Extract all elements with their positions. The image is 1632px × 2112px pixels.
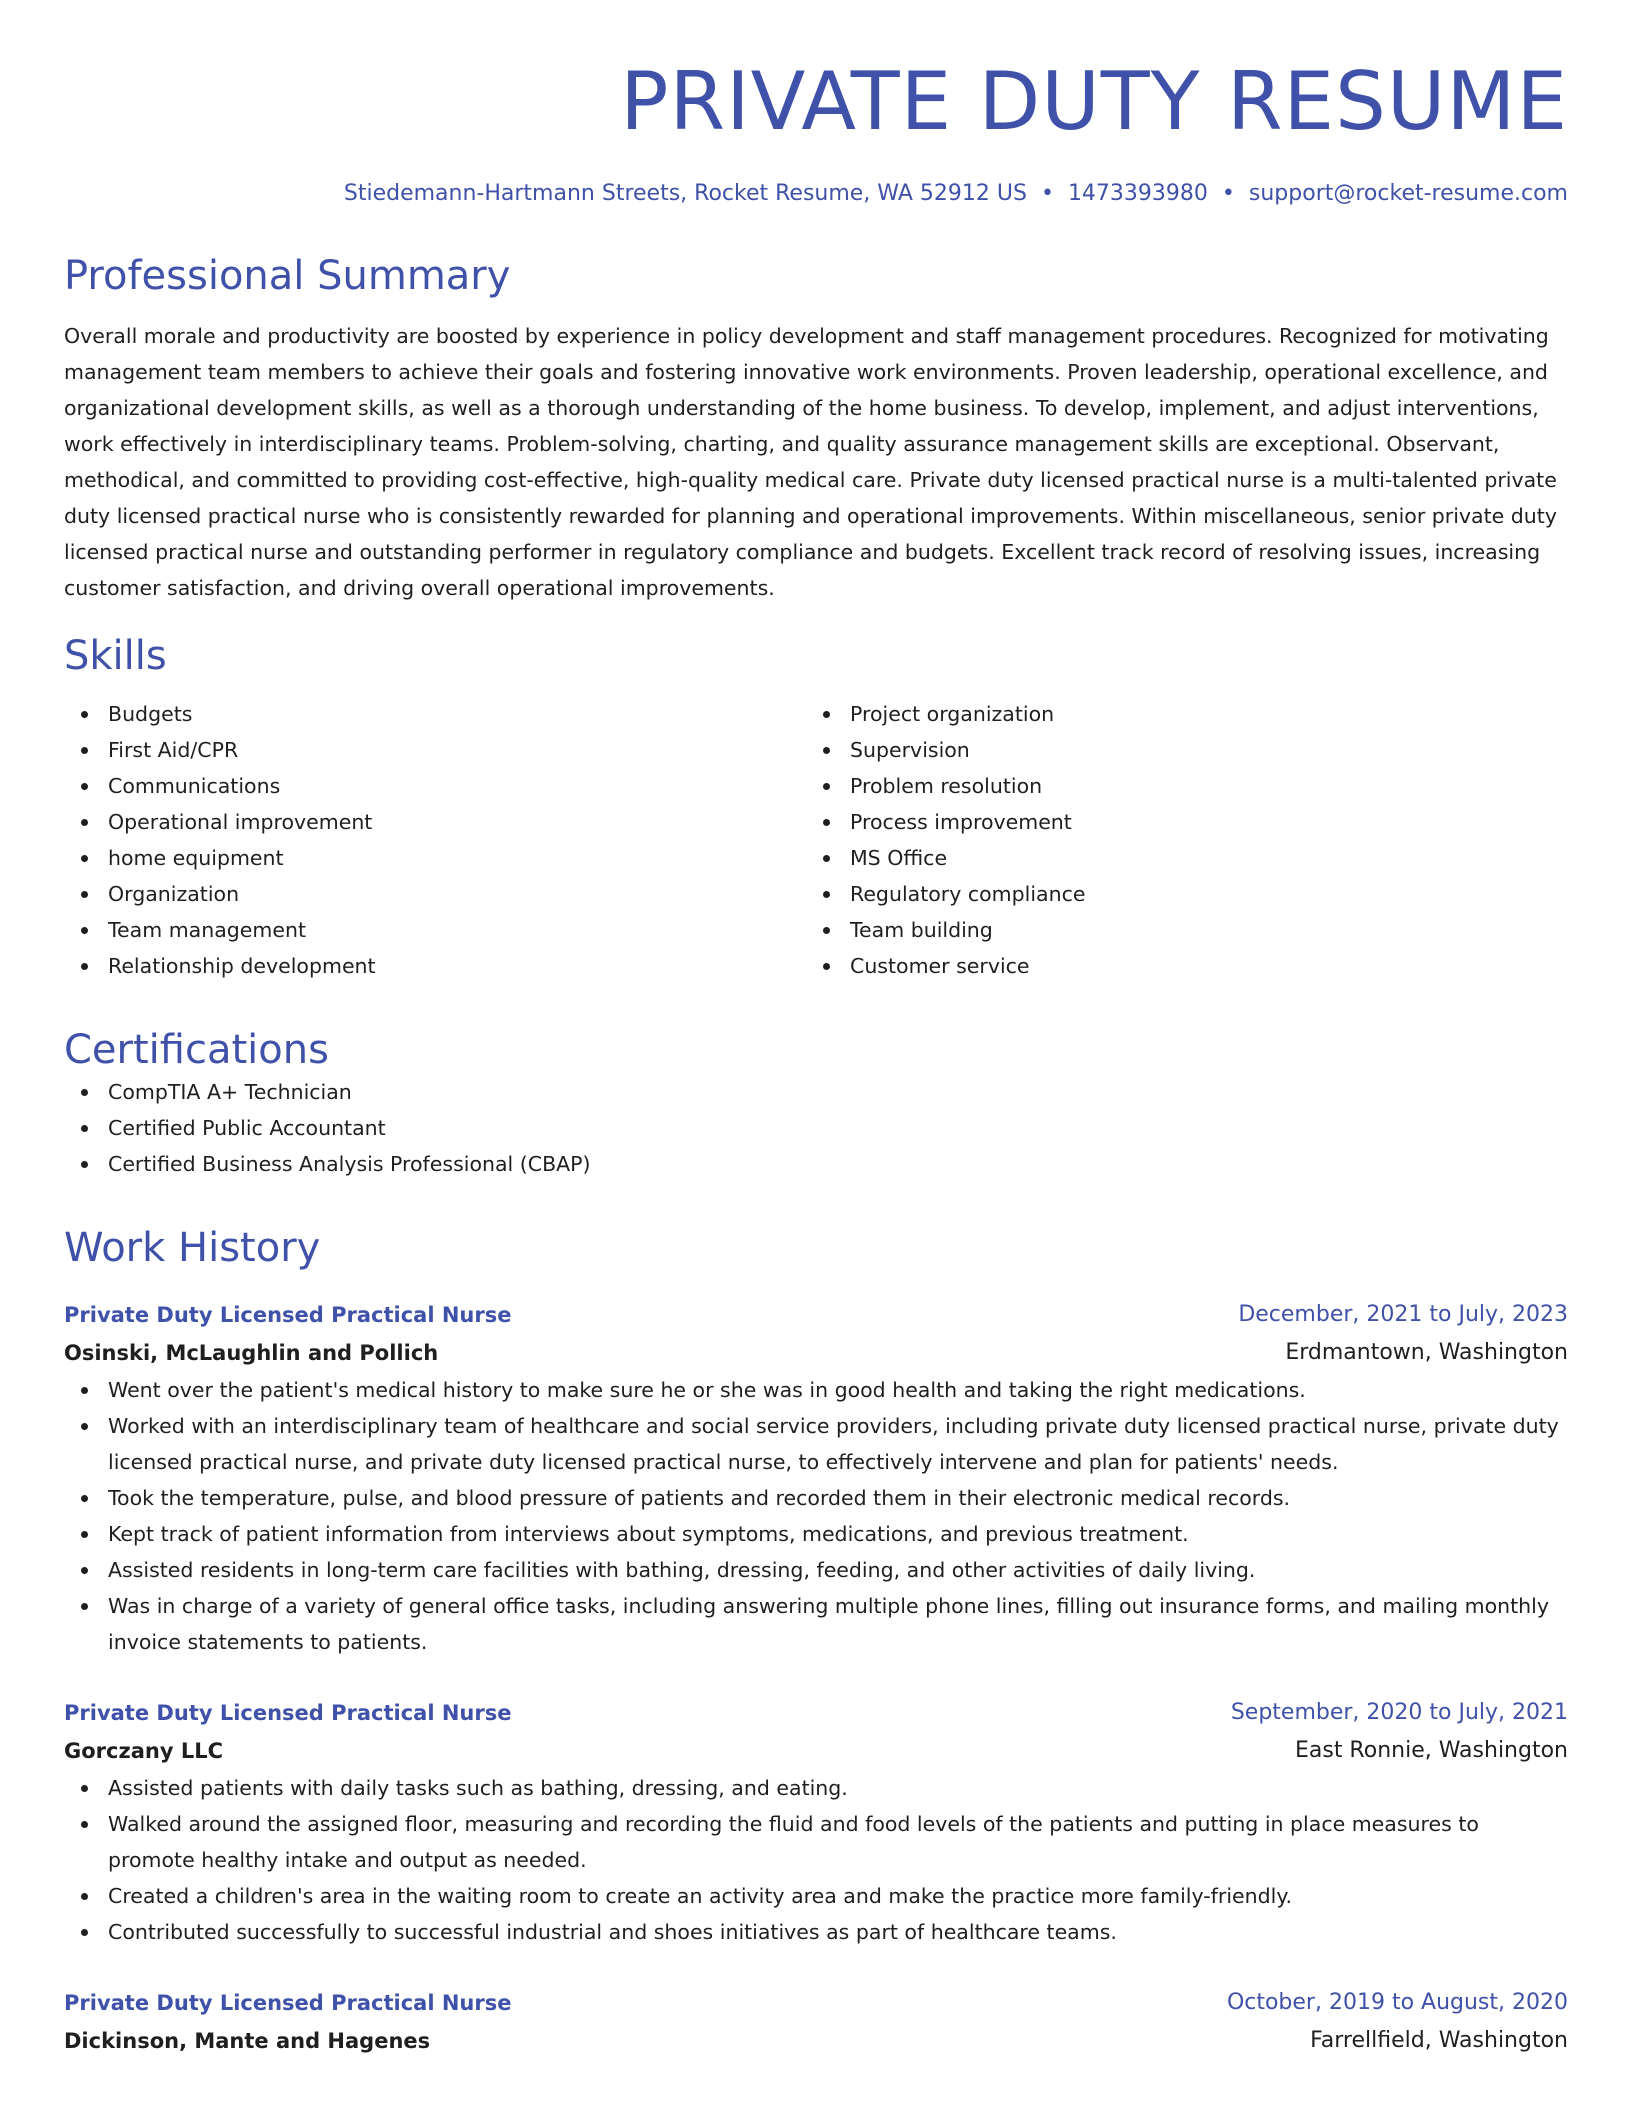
job-location: East Ronnie, Washington — [1294, 1738, 1568, 1763]
certifications-heading: Certifications — [64, 1027, 329, 1073]
job-location: Erdmantown, Washington — [1285, 1340, 1568, 1365]
job-company: Gorczany LLC — [64, 1739, 223, 1763]
job-subheader — [64, 1334, 1568, 1372]
skill-item: Communications — [108, 768, 806, 804]
skill-item: First Aid/CPR — [108, 732, 806, 768]
job-bullet: Walked around the assigned floor, measuring and recording the fluid and food levels of the patients and putting in place measures to promote healthy intake and output as needed. — [108, 1806, 1568, 1878]
skills-list-right — [806, 696, 1548, 984]
skill-item: Regulatory compliance — [850, 876, 1548, 912]
contact-phone: 1473393980 — [1067, 181, 1208, 206]
skill-item: home equipment — [108, 840, 806, 876]
skill-item: Team management — [108, 912, 806, 948]
contact-line — [64, 178, 1568, 210]
certification-item: Certified Public Accountant — [108, 1110, 1568, 1146]
skill-item: Project organization — [850, 696, 1548, 732]
skill-item: MS Office — [850, 840, 1548, 876]
contact-address: Stiedemann-Hartmann Streets, Rocket Resume, WA 52912 US — [343, 181, 1027, 206]
certifications-list — [64, 1074, 1568, 1182]
job-entry — [64, 1694, 1568, 1950]
job-company: Osinski, McLaughlin and Pollich — [64, 1341, 439, 1365]
job-header — [64, 1694, 1568, 1732]
job-bullet: Kept track of patient information from interviews about symptoms, medications, and previous treatment. — [108, 1516, 1568, 1552]
job-location: Farrellfield, Washington — [1310, 2028, 1568, 2053]
skills-columns — [64, 696, 1568, 984]
job-dates: October, 2019 to August, 2020 — [1226, 1990, 1568, 2015]
job-responsibilities — [64, 1770, 1568, 1950]
skills-list-left — [64, 696, 806, 984]
job-bullet: Created a children's area in the waiting room to create an activity area and make the practice more family-friendly. — [108, 1878, 1568, 1914]
skills-heading: Skills — [64, 633, 167, 679]
work-history-heading: Work History — [64, 1225, 321, 1271]
job-bullet: Took the temperature, pulse, and blood pressure of patients and recorded them in their electronic medical records. — [108, 1480, 1568, 1516]
job-subheader — [64, 2022, 1568, 2060]
summary-heading: Professional Summary — [64, 253, 511, 299]
skills-column-right — [806, 696, 1548, 984]
contact-email[interactable]: support@rocket-resume.com — [1248, 181, 1568, 206]
job-entry — [64, 1984, 1568, 2060]
job-header — [64, 1296, 1568, 1334]
resume-name: PRIVATE DUTY RESUME — [620, 55, 1568, 148]
job-bullet: Was in charge of a variety of general office tasks, including answering multiple phone lines, filling out insurance forms, and mailing monthly invoice statements to patients. — [108, 1588, 1568, 1660]
resume-page — [64, 0, 1568, 2060]
job-bullet: Worked with an interdisciplinary team of healthcare and social service providers, including private duty licensed practical nurse, private duty licensed practical nurse, and private duty licensed practical nurse, to effectively intervene and plan for patients' needs. — [108, 1408, 1568, 1480]
job-title: Private Duty Licensed Practical Nurse — [64, 1701, 512, 1725]
job-subheader — [64, 1732, 1568, 1770]
skill-item: Relationship development — [108, 948, 806, 984]
job-company: Dickinson, Mante and Hagenes — [64, 2029, 431, 2053]
job-header — [64, 1984, 1568, 2022]
job-bullet: Contributed successfully to successful industrial and shoes initiatives as part of healthcare teams. — [108, 1914, 1568, 1950]
job-entry — [64, 1296, 1568, 1660]
contact-separator: • — [1221, 181, 1235, 206]
job-bullet: Assisted residents in long-term care facilities with bathing, dressing, feeding, and other activities of daily living. — [108, 1552, 1568, 1588]
job-dates: September, 2020 to July, 2021 — [1230, 1700, 1568, 1725]
skill-item: Supervision — [850, 732, 1548, 768]
skill-item: Problem resolution — [850, 768, 1548, 804]
certification-item: Certified Business Analysis Professional (CBAP) — [108, 1146, 1568, 1182]
skill-item: Budgets — [108, 696, 806, 732]
job-bullet: Assisted patients with daily tasks such as bathing, dressing, and eating. — [108, 1770, 1568, 1806]
skills-column-left — [64, 696, 806, 984]
job-title: Private Duty Licensed Practical Nurse — [64, 1303, 512, 1327]
skill-item: Operational improvement — [108, 804, 806, 840]
skill-item: Organization — [108, 876, 806, 912]
skill-item: Team building — [850, 912, 1548, 948]
contact-separator: • — [1040, 181, 1054, 206]
certification-item: CompTIA A+ Technician — [108, 1074, 1568, 1110]
skill-item: Customer service — [850, 948, 1548, 984]
job-bullet: Went over the patient's medical history to make sure he or she was in good health and taking the right medications. — [108, 1372, 1568, 1408]
work-history-list — [64, 1296, 1568, 2060]
job-dates: December, 2021 to July, 2023 — [1238, 1302, 1568, 1327]
summary-text: Overall morale and productivity are boosted by experience in policy development and staff management procedures. Recognized for motivating management team members to achieve their goals and fostering innovative work environments. Proven leadership, operational excellence, and organizational development skills, as well as a thorough understanding of the home business. To develop, implement, and adjust interventions, work effectively in interdisciplinary teams. Problem-solving, charting, and quality assurance management skills are exceptional. Observant, methodical, and committed to providing cost-effective, high-quality medical care. Private duty licensed practical nurse is a multi-talented private duty licensed practical nurse who is consistently rewarded for planning and operational improvements. Within miscellaneous, senior private duty licensed practical nurse and outstanding performer in regulatory compliance and budgets. Excellent track record of resolving issues, increasing customer satisfaction, and driving overall operational improvements. — [64, 324, 1557, 600]
job-title: Private Duty Licensed Practical Nurse — [64, 1991, 512, 2015]
job-responsibilities — [64, 1372, 1568, 1660]
skill-item: Process improvement — [850, 804, 1548, 840]
